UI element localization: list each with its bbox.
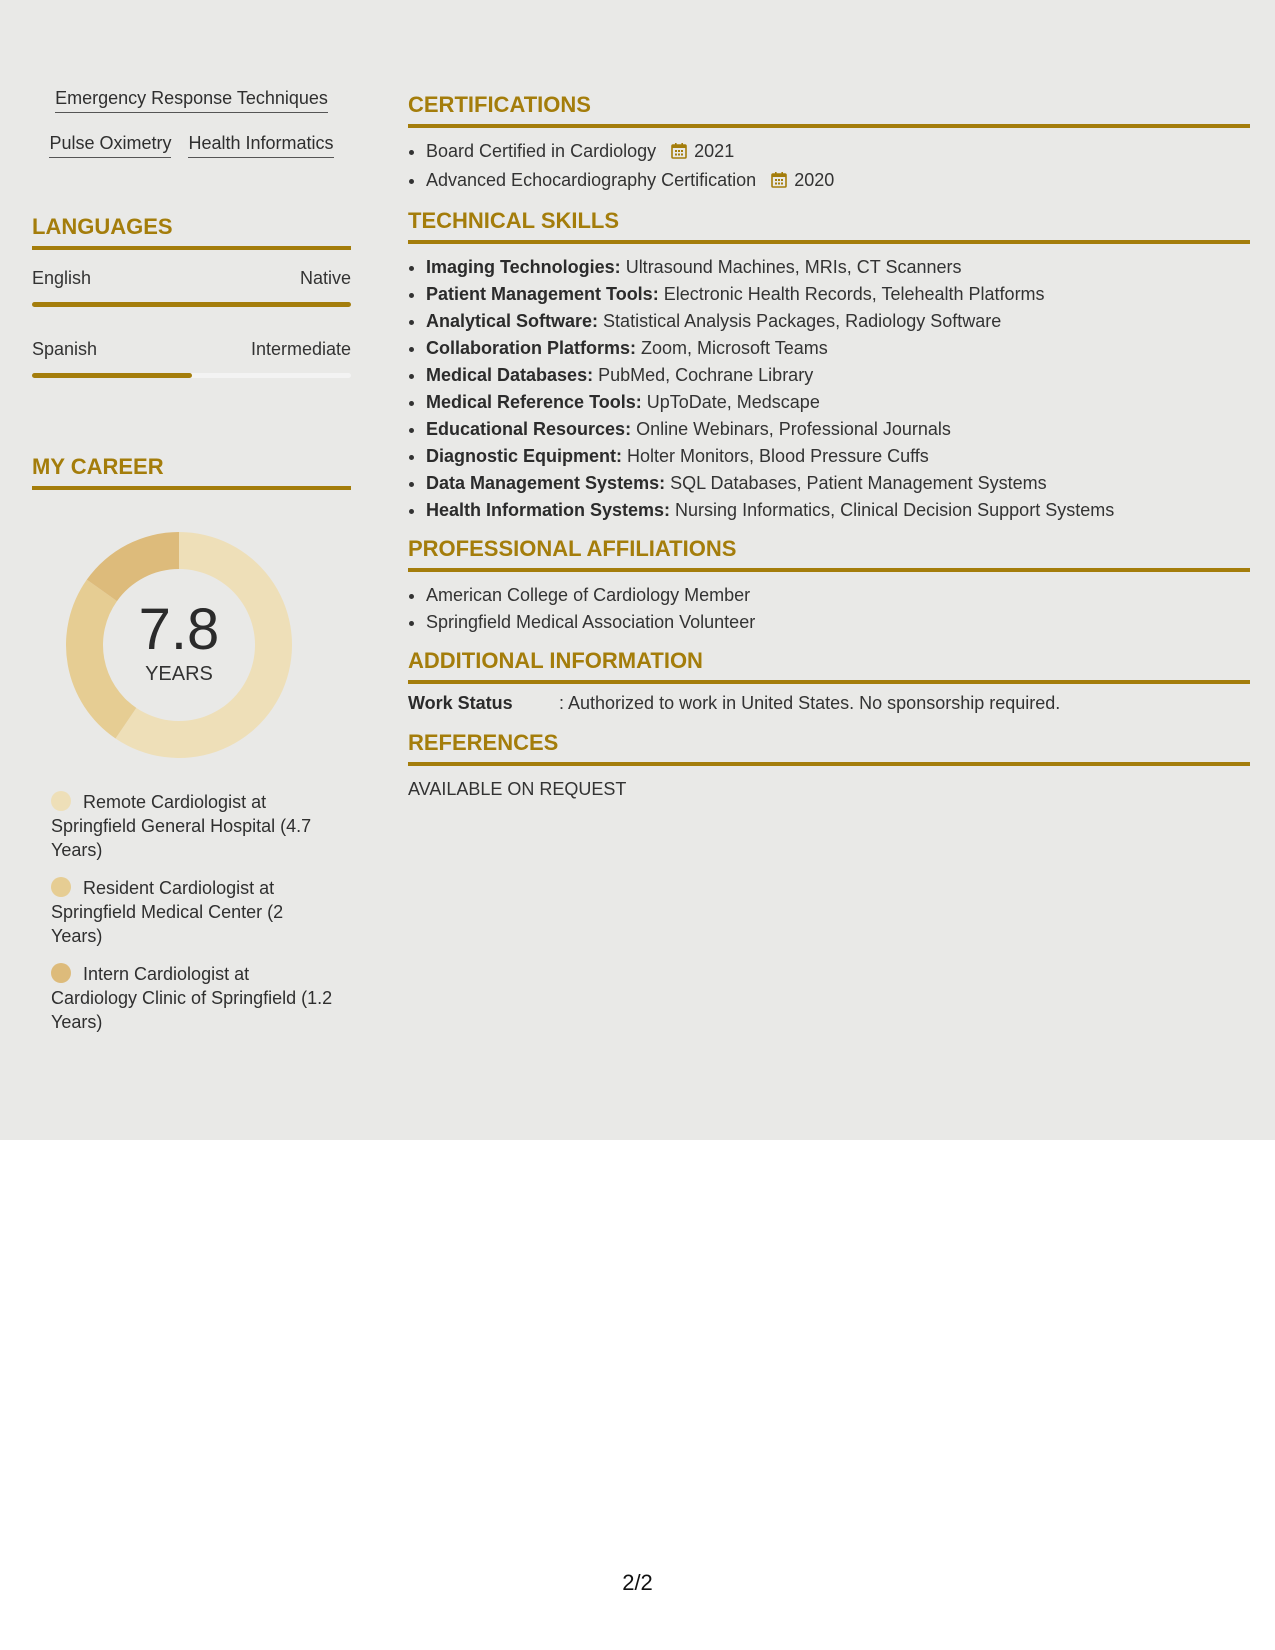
- certifications-section: [408, 92, 1250, 196]
- skill-values: Statistical Analysis Packages, Radiology Software: [598, 311, 1002, 331]
- skill-category: Analytical Software:: [426, 311, 599, 331]
- right-column: [408, 92, 1250, 802]
- language-name: Spanish: [32, 339, 98, 359]
- skill-category: Imaging Technologies:: [426, 257, 621, 277]
- section-title: LANGUAGES: [32, 214, 351, 250]
- skill-values: Zoom, Microsoft Teams: [636, 338, 828, 358]
- language-item: [32, 337, 351, 378]
- language-level: Native: [299, 268, 351, 288]
- language-proficiency-bar: [32, 302, 351, 307]
- skill-category: Medical Databases:: [426, 365, 594, 385]
- references-section: [408, 730, 1250, 802]
- career-role-label: Resident Cardiologist at Springfield Medical Center (2 Years): [51, 878, 284, 946]
- technical-skill-item: [426, 416, 1250, 443]
- technical-skill-item: [426, 470, 1250, 497]
- work-status-label: Work Status: [408, 693, 513, 713]
- skill-tag: Health Informatics: [188, 127, 333, 158]
- skill-tag: Pulse Oximetry: [49, 127, 171, 158]
- skill-tag: Emergency Response Techniques: [55, 82, 328, 113]
- section-title: CERTIFICATIONS: [408, 92, 1250, 128]
- calendar-icon: [671, 140, 687, 167]
- certification-name: Advanced Echocardiography Certification: [426, 170, 757, 190]
- technical-skills-section: [408, 208, 1250, 524]
- legend-dot-icon: [51, 963, 71, 983]
- legend-dot-icon: [51, 791, 71, 811]
- certification-name: Board Certified in Cardiology: [426, 141, 657, 161]
- work-status-row: [408, 690, 1250, 716]
- career-total-number: 7.8: [138, 596, 220, 662]
- section-title: ADDITIONAL INFORMATION: [408, 648, 1250, 684]
- skill-values: PubMed, Cochrane Library: [593, 365, 814, 385]
- language-name: English: [32, 268, 92, 288]
- certification-year: 2020: [794, 170, 835, 190]
- left-column: [32, 82, 351, 1048]
- language-level: Intermediate: [250, 339, 351, 359]
- language-proficiency-bar: [32, 373, 351, 378]
- skill-category: Medical Reference Tools:: [426, 392, 642, 412]
- section-title: PROFESSIONAL AFFILIATIONS: [408, 536, 1250, 572]
- career-legend: [51, 790, 336, 1034]
- skill-category: Health Information Systems:: [426, 500, 671, 520]
- legend-dot-icon: [51, 877, 71, 897]
- career-role-label: Intern Cardiologist at Cardiology Clinic of Springfield (1.2 Years): [51, 964, 333, 1032]
- affiliation-item: • American College of Cardiology Member: [426, 582, 1250, 609]
- certification-year: 2021: [694, 141, 735, 161]
- skill-values: Ultrasound Machines, MRIs, CT Scanners: [620, 257, 962, 277]
- skill-values: SQL Databases, Patient Management Systems: [665, 473, 1047, 493]
- technical-skill-item: [426, 335, 1250, 362]
- technical-skill-item: [426, 389, 1250, 416]
- skill-category: Data Management Systems:: [426, 473, 666, 493]
- language-proficiency-fill: [32, 302, 351, 307]
- career-legend-item: [51, 962, 336, 1034]
- skill-values: UpToDate, Medscape: [641, 392, 820, 412]
- skill-category: Collaboration Platforms:: [426, 338, 637, 358]
- skill-values: Electronic Health Records, Telehealth Platforms: [658, 284, 1045, 304]
- technical-skill-item: [426, 254, 1250, 281]
- affiliation-item: • Springfield Medical Association Volunteer: [426, 609, 1250, 636]
- career-total-unit: YEARS: [145, 662, 213, 685]
- technical-skill-item: [426, 281, 1250, 308]
- languages-section: [32, 214, 351, 378]
- language-proficiency-fill: [32, 373, 192, 378]
- calendar-icon: [771, 169, 787, 196]
- skill-tags: [32, 82, 351, 158]
- affiliations-list: [408, 582, 1250, 636]
- skill-category: Patient Management Tools:: [426, 284, 659, 304]
- page-number: 2/2: [622, 1570, 653, 1595]
- technical-skill-item: [426, 497, 1250, 524]
- skill-category: Diagnostic Equipment:: [426, 446, 623, 466]
- section-title: REFERENCES: [408, 730, 1250, 766]
- language-item: [32, 266, 351, 307]
- career-section: [32, 454, 351, 1034]
- section-title: MY CAREER: [32, 454, 351, 490]
- career-legend-item: [51, 876, 336, 948]
- career-total: [66, 532, 292, 758]
- technical-skill-item: [426, 362, 1250, 389]
- affiliations-section: [408, 536, 1250, 636]
- career-legend-item: [51, 790, 336, 862]
- work-status-value: : Authorized to work in United States. No sponsorship required.: [559, 693, 1061, 713]
- skill-values: Online Webinars, Professional Journals: [631, 419, 951, 439]
- technical-skills-list: [408, 254, 1250, 524]
- career-donut-chart: [66, 532, 292, 758]
- technical-skill-item: [426, 443, 1250, 470]
- references-text: AVAILABLE ON REQUEST: [408, 779, 627, 799]
- skill-category: Educational Resources:: [426, 419, 632, 439]
- certification-item: [426, 138, 1250, 167]
- certification-item: [426, 167, 1250, 196]
- skill-values: Holter Monitors, Blood Pressure Cuffs: [622, 446, 929, 466]
- skill-values: Nursing Informatics, Clinical Decision Support Systems: [670, 500, 1115, 520]
- career-role-label: Remote Cardiologist at Springfield General Hospital (4.7 Years): [51, 792, 312, 860]
- certifications-list: [408, 138, 1250, 196]
- section-title: TECHNICAL SKILLS: [408, 208, 1250, 244]
- technical-skill-item: [426, 308, 1250, 335]
- additional-info-section: [408, 648, 1250, 716]
